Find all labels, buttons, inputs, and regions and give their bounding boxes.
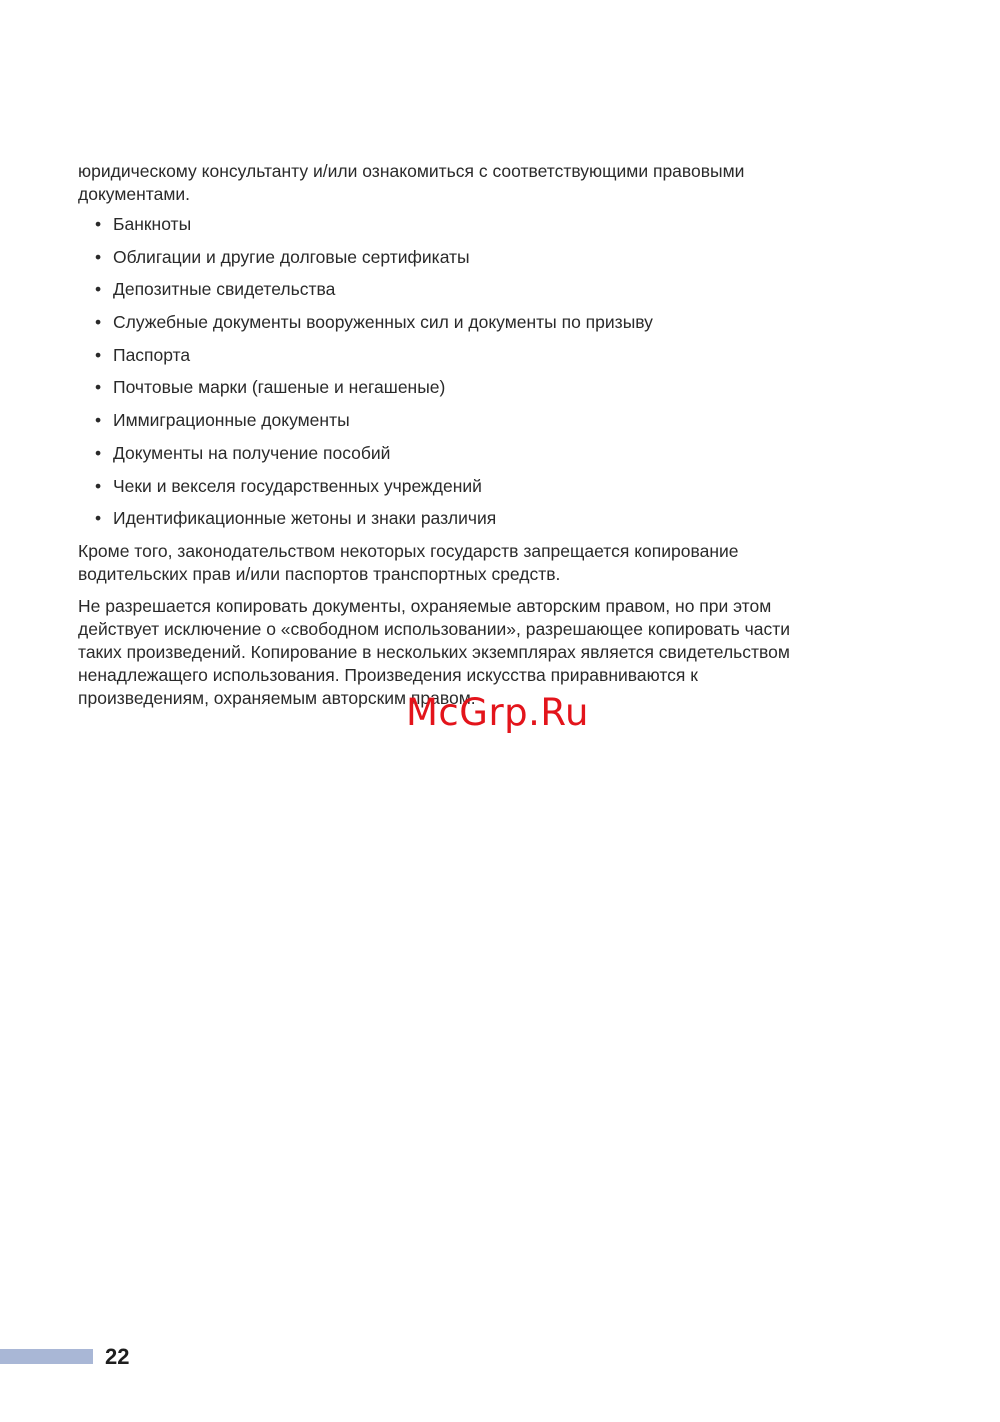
list-item (78, 311, 878, 334)
copyright-line-3: таких произведений. Копирование в нескольких экземплярах является свидетельством (78, 641, 790, 662)
list-item (78, 442, 878, 465)
intro-line-1: юридическому консультанту и/или ознакомиться с соответствующими правовыми (78, 161, 745, 181)
copyright-line-4: ненадлежащего использования. Произведения искусства приравниваются к (78, 664, 698, 685)
list-item (78, 344, 878, 367)
bullet-icon: • (95, 508, 102, 529)
bullet-icon: • (95, 475, 102, 496)
copyright-line-1: Не разрешается копировать документы, охраняемые авторским правом, но при этом (78, 595, 772, 616)
license-line-1: Кроме того, законодательством некоторых государств запрещается копирование (78, 540, 739, 561)
bullet-icon: • (95, 344, 102, 365)
bullet-icon: • (95, 410, 102, 431)
copyright-line-2: действует исключение о «свободном использовании», разрешающее копировать части (78, 618, 791, 639)
bullet-icon: • (95, 279, 102, 300)
watermark: McGrp.Ru (406, 691, 589, 734)
list-item-text: Депозитные свидетельства (113, 279, 336, 300)
list-item-text: Иммиграционные документы (113, 410, 350, 431)
document-body (78, 160, 878, 710)
bullet-icon: • (95, 377, 102, 398)
prohibited-documents-list (78, 213, 878, 530)
bullet-icon: • (95, 442, 102, 463)
intro-line-2: документами. (78, 184, 190, 204)
bullet-icon: • (95, 312, 102, 333)
page-number: 22 (105, 1344, 130, 1369)
list-item (78, 507, 878, 530)
bullet-icon: • (95, 214, 102, 234)
list-item-text: Паспорта (113, 344, 191, 365)
intro-paragraph (78, 160, 878, 206)
license-line-2: водительских прав и/или паспортов транспортных средств. (78, 563, 561, 584)
list-item-text: Чеки и векселя государственных учреждений (113, 475, 482, 496)
license-paragraph (78, 540, 878, 586)
list-item (78, 213, 878, 236)
list-item-text: Идентификационные жетоны и знаки различия (113, 508, 497, 529)
list-item (78, 278, 878, 301)
list-item (78, 409, 878, 432)
list-item-text: Служебные документы вооруженных сил и документы по призыву (113, 312, 653, 333)
list-item-text: Облигации и другие долговые сертификаты (113, 246, 470, 267)
list-item-text: Документы на получение пособий (113, 442, 391, 463)
list-item (78, 246, 878, 269)
list-item-text: Банкноты (113, 214, 192, 234)
list-item-text: Почтовые марки (гашеные и негашеные) (113, 377, 446, 398)
list-item (78, 475, 878, 498)
copyright-line-5: произведениям, охраняемым авторским правом. (78, 687, 476, 708)
footer-accent-bar (0, 1349, 93, 1364)
bullet-icon: • (95, 246, 102, 267)
list-item (78, 376, 878, 399)
